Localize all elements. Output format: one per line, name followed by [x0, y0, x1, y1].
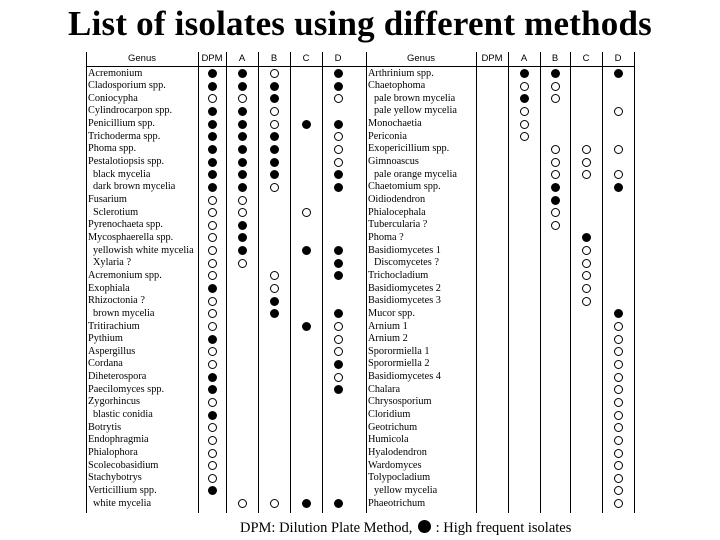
filled-circle-icon — [334, 170, 343, 179]
open-circle-icon — [582, 170, 591, 179]
filled-circle-icon — [238, 183, 247, 192]
open-circle-icon — [582, 145, 591, 154]
filled-circle-icon — [614, 183, 623, 192]
genus-name: Phoma ? — [368, 231, 404, 243]
filled-circle-icon — [208, 132, 217, 141]
open-circle-icon — [270, 284, 279, 293]
genus-name: dark brown mycelia — [93, 181, 176, 193]
genus-name: Sporormiella 1 — [368, 345, 430, 357]
open-circle-icon — [614, 347, 623, 356]
open-circle-icon — [614, 107, 623, 116]
filled-circle-icon — [302, 120, 311, 129]
open-circle-icon — [582, 259, 591, 268]
filled-circle-icon — [334, 120, 343, 129]
open-circle-icon — [208, 461, 217, 470]
genus-name: Exopericillium spp. — [368, 143, 450, 155]
filled-circle-icon — [334, 82, 343, 91]
filled-circle-icon — [418, 520, 431, 533]
filled-circle-icon — [238, 82, 247, 91]
filled-circle-icon — [334, 309, 343, 318]
filled-circle-icon — [208, 335, 217, 344]
open-circle-icon — [270, 69, 279, 78]
genus-name: Diheterospora — [88, 371, 147, 383]
open-circle-icon — [270, 271, 279, 280]
filled-circle-icon — [270, 158, 279, 167]
genus-name: yellow mycelia — [374, 484, 438, 496]
open-circle-icon — [334, 322, 343, 331]
filled-circle-icon — [302, 499, 311, 508]
open-circle-icon — [520, 132, 529, 141]
genus-name: Sclerotium — [93, 206, 139, 218]
open-circle-icon — [208, 322, 217, 331]
filled-circle-icon — [208, 385, 217, 394]
genus-name: black mycelia — [93, 168, 151, 180]
open-circle-icon — [208, 271, 217, 280]
filled-circle-icon — [551, 69, 560, 78]
filled-circle-icon — [334, 183, 343, 192]
legend-footer — [240, 519, 571, 537]
genus-name: Pyrenochaeta spp. — [88, 219, 163, 231]
genus-name: Aspergillus — [88, 345, 136, 357]
genus-name: Mycosphaerella spp. — [88, 231, 174, 243]
filled-circle-icon — [238, 120, 247, 129]
filled-circle-icon — [208, 107, 217, 116]
open-circle-icon — [614, 170, 623, 179]
genus-name: Rhizoctonia ? — [88, 295, 145, 307]
open-circle-icon — [551, 221, 560, 230]
filled-circle-icon — [238, 145, 247, 154]
open-circle-icon — [614, 335, 623, 344]
genus-name: Basidiomycetes 2 — [368, 282, 441, 294]
filled-circle-icon — [238, 170, 247, 179]
genus-name: Cloridium — [368, 409, 411, 421]
genus-name: Basidiomycetes 4 — [368, 371, 441, 383]
open-circle-icon — [208, 449, 217, 458]
open-circle-icon — [208, 221, 217, 230]
genus-name: Hyalodendron — [368, 447, 427, 458]
genus-name: Acremonium — [88, 67, 143, 79]
filled-circle-icon — [302, 246, 311, 255]
genus-name: Chrysosporium — [368, 396, 432, 408]
filled-circle-icon — [238, 158, 247, 167]
column-header-b-right: B — [551, 53, 559, 64]
genus-name: brown mycelia — [93, 307, 155, 319]
open-circle-icon — [614, 145, 623, 154]
genus-name: Pestalotiopsis spp. — [88, 156, 165, 168]
column-header-genus: Genus — [128, 53, 156, 64]
legend-high-frequency-text: : High frequent isolates — [435, 520, 572, 536]
genus-name: Oidiodendron — [368, 194, 426, 205]
filled-circle-icon — [614, 309, 623, 318]
genus-name: Stachybotrys — [88, 472, 142, 484]
open-circle-icon — [551, 94, 560, 103]
open-circle-icon — [208, 423, 217, 432]
open-circle-icon — [208, 297, 217, 306]
genus-name: Endophragmia — [88, 434, 149, 446]
filled-circle-icon — [208, 183, 217, 192]
filled-circle-icon — [238, 233, 247, 242]
genus-name: Arnium 1 — [368, 320, 408, 332]
open-circle-icon — [614, 322, 623, 331]
filled-circle-icon — [614, 69, 623, 78]
open-circle-icon — [551, 158, 560, 167]
filled-circle-icon — [334, 259, 343, 268]
filled-circle-icon — [208, 411, 217, 420]
open-circle-icon — [208, 347, 217, 356]
filled-circle-icon — [334, 69, 343, 78]
open-circle-icon — [614, 486, 623, 495]
open-circle-icon — [238, 208, 247, 217]
genus-name: Phaeotrichum — [368, 497, 426, 509]
open-circle-icon — [334, 145, 343, 154]
filled-circle-icon — [334, 246, 343, 255]
open-circle-icon — [208, 94, 217, 103]
genus-name: Fusarium — [88, 194, 127, 205]
filled-circle-icon — [270, 94, 279, 103]
genus-name: Cordana — [88, 358, 123, 370]
open-circle-icon — [334, 132, 343, 141]
legend-dpm-text: DPM: Dilution Plate Method, — [240, 520, 413, 536]
filled-circle-icon — [238, 221, 247, 230]
genus-name: Arthrinium spp. — [368, 67, 434, 79]
filled-circle-icon — [270, 132, 279, 141]
open-circle-icon — [614, 474, 623, 483]
genus-name: Arnium 2 — [368, 333, 408, 345]
genus-name: white mycelia — [93, 497, 152, 509]
genus-name: pale yellow mycelia — [374, 105, 457, 117]
column-header-a: A — [238, 53, 246, 64]
open-circle-icon — [208, 233, 217, 242]
filled-circle-icon — [582, 233, 591, 242]
filled-circle-icon — [520, 94, 529, 103]
genus-name: Zygorhincus — [88, 396, 141, 408]
genus-name: Scolecobasidium — [88, 459, 159, 471]
filled-circle-icon — [238, 132, 247, 141]
genus-name: Verticillium spp. — [88, 484, 157, 496]
open-circle-icon — [614, 373, 623, 382]
genus-name: Cladosporium spp. — [88, 80, 166, 92]
open-circle-icon — [551, 208, 560, 217]
open-circle-icon — [520, 107, 529, 116]
filled-circle-icon — [520, 69, 529, 78]
genus-name: Paecilomyces spp. — [88, 383, 165, 395]
column-header-dpm-right: DPM — [481, 53, 503, 64]
filled-circle-icon — [208, 69, 217, 78]
genus-name: Tolypocladium — [368, 472, 431, 484]
column-header-a-right: A — [520, 53, 528, 64]
open-circle-icon — [270, 499, 279, 508]
genus-name: Penicillium spp. — [88, 118, 155, 130]
genus-name: Gimnoascus — [368, 156, 419, 168]
filled-circle-icon — [238, 69, 247, 78]
page-title: List of isolates using different methods — [68, 4, 652, 43]
genus-name: Humicola — [368, 434, 409, 446]
genus-name: Mucor spp. — [368, 307, 415, 319]
open-circle-icon — [551, 82, 560, 91]
genus-name: Coniocypha — [88, 92, 138, 104]
open-circle-icon — [208, 259, 217, 268]
filled-circle-icon — [302, 322, 311, 331]
genus-name: Chaetophoma — [368, 80, 426, 92]
open-circle-icon — [614, 360, 623, 369]
genus-name: blastic conidia — [93, 409, 153, 421]
filled-circle-icon — [238, 107, 247, 116]
genus-name: Chaetomium spp. — [368, 181, 441, 193]
genus-name: Periconia — [368, 130, 407, 142]
genus-name: Basidiomycetes 3 — [368, 295, 441, 307]
open-circle-icon — [238, 196, 247, 205]
open-circle-icon — [582, 271, 591, 280]
filled-circle-icon — [208, 486, 217, 495]
genus-name: Phialocephala — [368, 206, 426, 218]
open-circle-icon — [551, 145, 560, 154]
genus-name: pale orange mycelia — [374, 168, 457, 180]
filled-circle-icon — [334, 385, 343, 394]
genus-name: pale brown mycelia — [374, 92, 456, 104]
genus-name: Cylindrocarpon spp. — [88, 105, 173, 117]
open-circle-icon — [614, 499, 623, 508]
genus-name: Discomycetes ? — [374, 257, 439, 269]
column-header-dpm: DPM — [201, 53, 223, 64]
filled-circle-icon — [208, 284, 217, 293]
open-circle-icon — [208, 474, 217, 483]
open-circle-icon — [520, 120, 529, 129]
open-circle-icon — [238, 499, 247, 508]
open-circle-icon — [520, 82, 529, 91]
column-header-genus-right: Genus — [407, 53, 435, 64]
filled-circle-icon — [270, 309, 279, 318]
column-header-d-right: D — [614, 53, 622, 64]
open-circle-icon — [334, 335, 343, 344]
column-header-d: D — [334, 53, 342, 64]
genus-name: Basidiomycetes 1 — [368, 244, 441, 256]
filled-circle-icon — [208, 373, 217, 382]
genus-name: Wardomyces — [368, 459, 422, 471]
filled-circle-icon — [208, 145, 217, 154]
open-circle-icon — [208, 196, 217, 205]
open-circle-icon — [614, 411, 623, 420]
open-circle-icon — [334, 94, 343, 103]
genus-name: Trichoderma spp. — [88, 130, 161, 142]
open-circle-icon — [302, 208, 311, 217]
open-circle-icon — [614, 436, 623, 445]
genus-name: Pythium — [88, 333, 123, 345]
open-circle-icon — [270, 107, 279, 116]
filled-circle-icon — [270, 297, 279, 306]
open-circle-icon — [582, 246, 591, 255]
genus-name: Geotrichum — [368, 421, 418, 433]
open-circle-icon — [208, 309, 217, 318]
filled-circle-icon — [270, 82, 279, 91]
open-circle-icon — [551, 170, 560, 179]
genus-name: Sporormiella 2 — [368, 358, 430, 370]
genus-name: Tubercularia ? — [368, 219, 428, 231]
open-circle-icon — [238, 94, 247, 103]
filled-circle-icon — [270, 145, 279, 154]
column-header-c-right: C — [582, 53, 590, 64]
open-circle-icon — [334, 373, 343, 382]
open-circle-icon — [614, 398, 623, 407]
filled-circle-icon — [551, 196, 560, 205]
genus-name: Xylaria ? — [93, 257, 132, 269]
filled-circle-icon — [334, 499, 343, 508]
open-circle-icon — [270, 120, 279, 129]
genus-name: Tritirachium — [88, 320, 140, 332]
filled-circle-icon — [208, 170, 217, 179]
filled-circle-icon — [208, 158, 217, 167]
genus-name: Chalara — [368, 383, 401, 395]
genus-name: Exophiala — [88, 282, 130, 294]
open-circle-icon — [270, 183, 279, 192]
open-circle-icon — [208, 398, 217, 407]
open-circle-icon — [238, 259, 247, 268]
filled-circle-icon — [334, 360, 343, 369]
open-circle-icon — [334, 347, 343, 356]
open-circle-icon — [582, 284, 591, 293]
genus-name: Botrytis — [88, 421, 122, 433]
open-circle-icon — [614, 385, 623, 394]
genus-name: Trichocladium — [368, 269, 429, 281]
open-circle-icon — [582, 297, 591, 306]
genus-name: Monochaetia — [368, 118, 422, 130]
open-circle-icon — [208, 360, 217, 369]
column-header-b: B — [270, 53, 278, 64]
genus-name: yellowish white mycelia — [93, 244, 194, 256]
filled-circle-icon — [551, 183, 560, 192]
open-circle-icon — [208, 246, 217, 255]
genus-name: Phialophora — [88, 447, 138, 458]
open-circle-icon — [208, 208, 217, 217]
filled-circle-icon — [238, 246, 247, 255]
column-header-c: C — [302, 53, 310, 64]
filled-circle-icon — [208, 82, 217, 91]
filled-circle-icon — [270, 170, 279, 179]
open-circle-icon — [614, 461, 623, 470]
open-circle-icon — [614, 449, 623, 458]
filled-circle-icon — [208, 120, 217, 129]
open-circle-icon — [334, 158, 343, 167]
genus-name: Phoma spp. — [88, 143, 137, 155]
genus-name: Acremonium spp. — [88, 269, 162, 281]
open-circle-icon — [208, 436, 217, 445]
filled-circle-icon — [334, 271, 343, 280]
open-circle-icon — [614, 423, 623, 432]
open-circle-icon — [582, 158, 591, 167]
